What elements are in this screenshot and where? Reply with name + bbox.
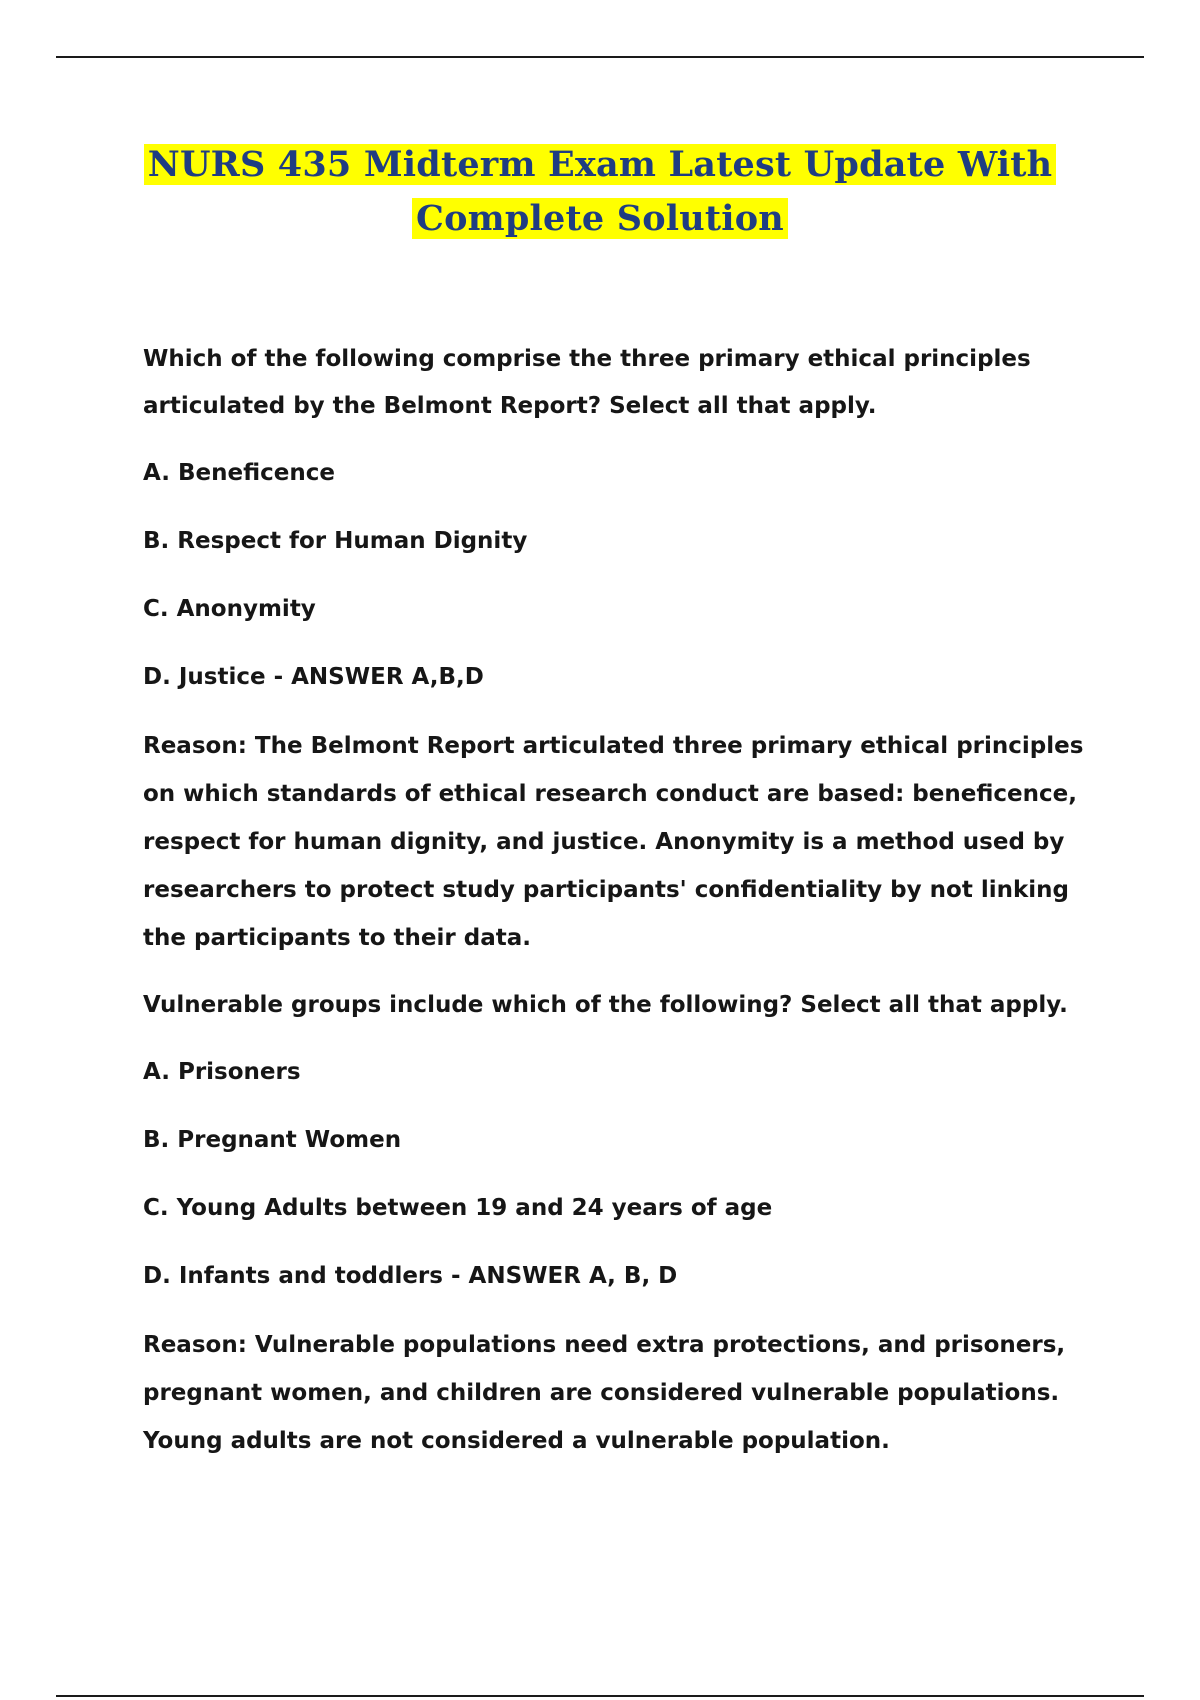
question-2-option-a: A. Prisoners (143, 1059, 301, 1085)
question-2-prompt: Vulnerable groups include which of the following? Select all that apply. (143, 992, 1068, 1018)
top-rule (56, 56, 1144, 58)
question-2-option-c: C. Young Adults between 19 and 24 years of age (143, 1195, 773, 1221)
question-1-option-d: D. Justice - ANSWER A,B,D (143, 664, 484, 690)
document-body (143, 336, 1098, 1485)
question-2-reason: Reason: Vulnerable populations need extra protections, and prisoners, pregnant women, and children are considered vulnerable populations. Young adults are not considered a vulnerable population. (143, 1332, 1066, 1454)
question-2-option-b: B. Pregnant Women (143, 1127, 402, 1153)
document-title (56, 138, 1144, 246)
bottom-rule (56, 1695, 1144, 1697)
question-1-option-c: C. Anonymity (143, 596, 316, 622)
question-1-option-b: B. Respect for Human Dignity (143, 528, 528, 554)
question-1-prompt: Which of the following comprise the three primary ethical principles articulated by the Belmont Report? Select all that apply. (143, 346, 1031, 419)
question-1-option-a: A. Beneficence (143, 460, 335, 486)
question-2-option-d: D. Infants and toddlers - ANSWER A, B, D (143, 1263, 678, 1289)
title-line-2: Complete Solution (412, 198, 788, 239)
question-1-reason: Reason: The Belmont Report articulated three primary ethical principles on which standards of ethical research conduct are based: beneficence, respect for human dignity, and justice. Anonymity is a method used by researchers to protect study participants' confidentiality by not linking the participants to their data. (143, 733, 1084, 951)
title-line-1: NURS 435 Midterm Exam Latest Update With (144, 144, 1057, 185)
